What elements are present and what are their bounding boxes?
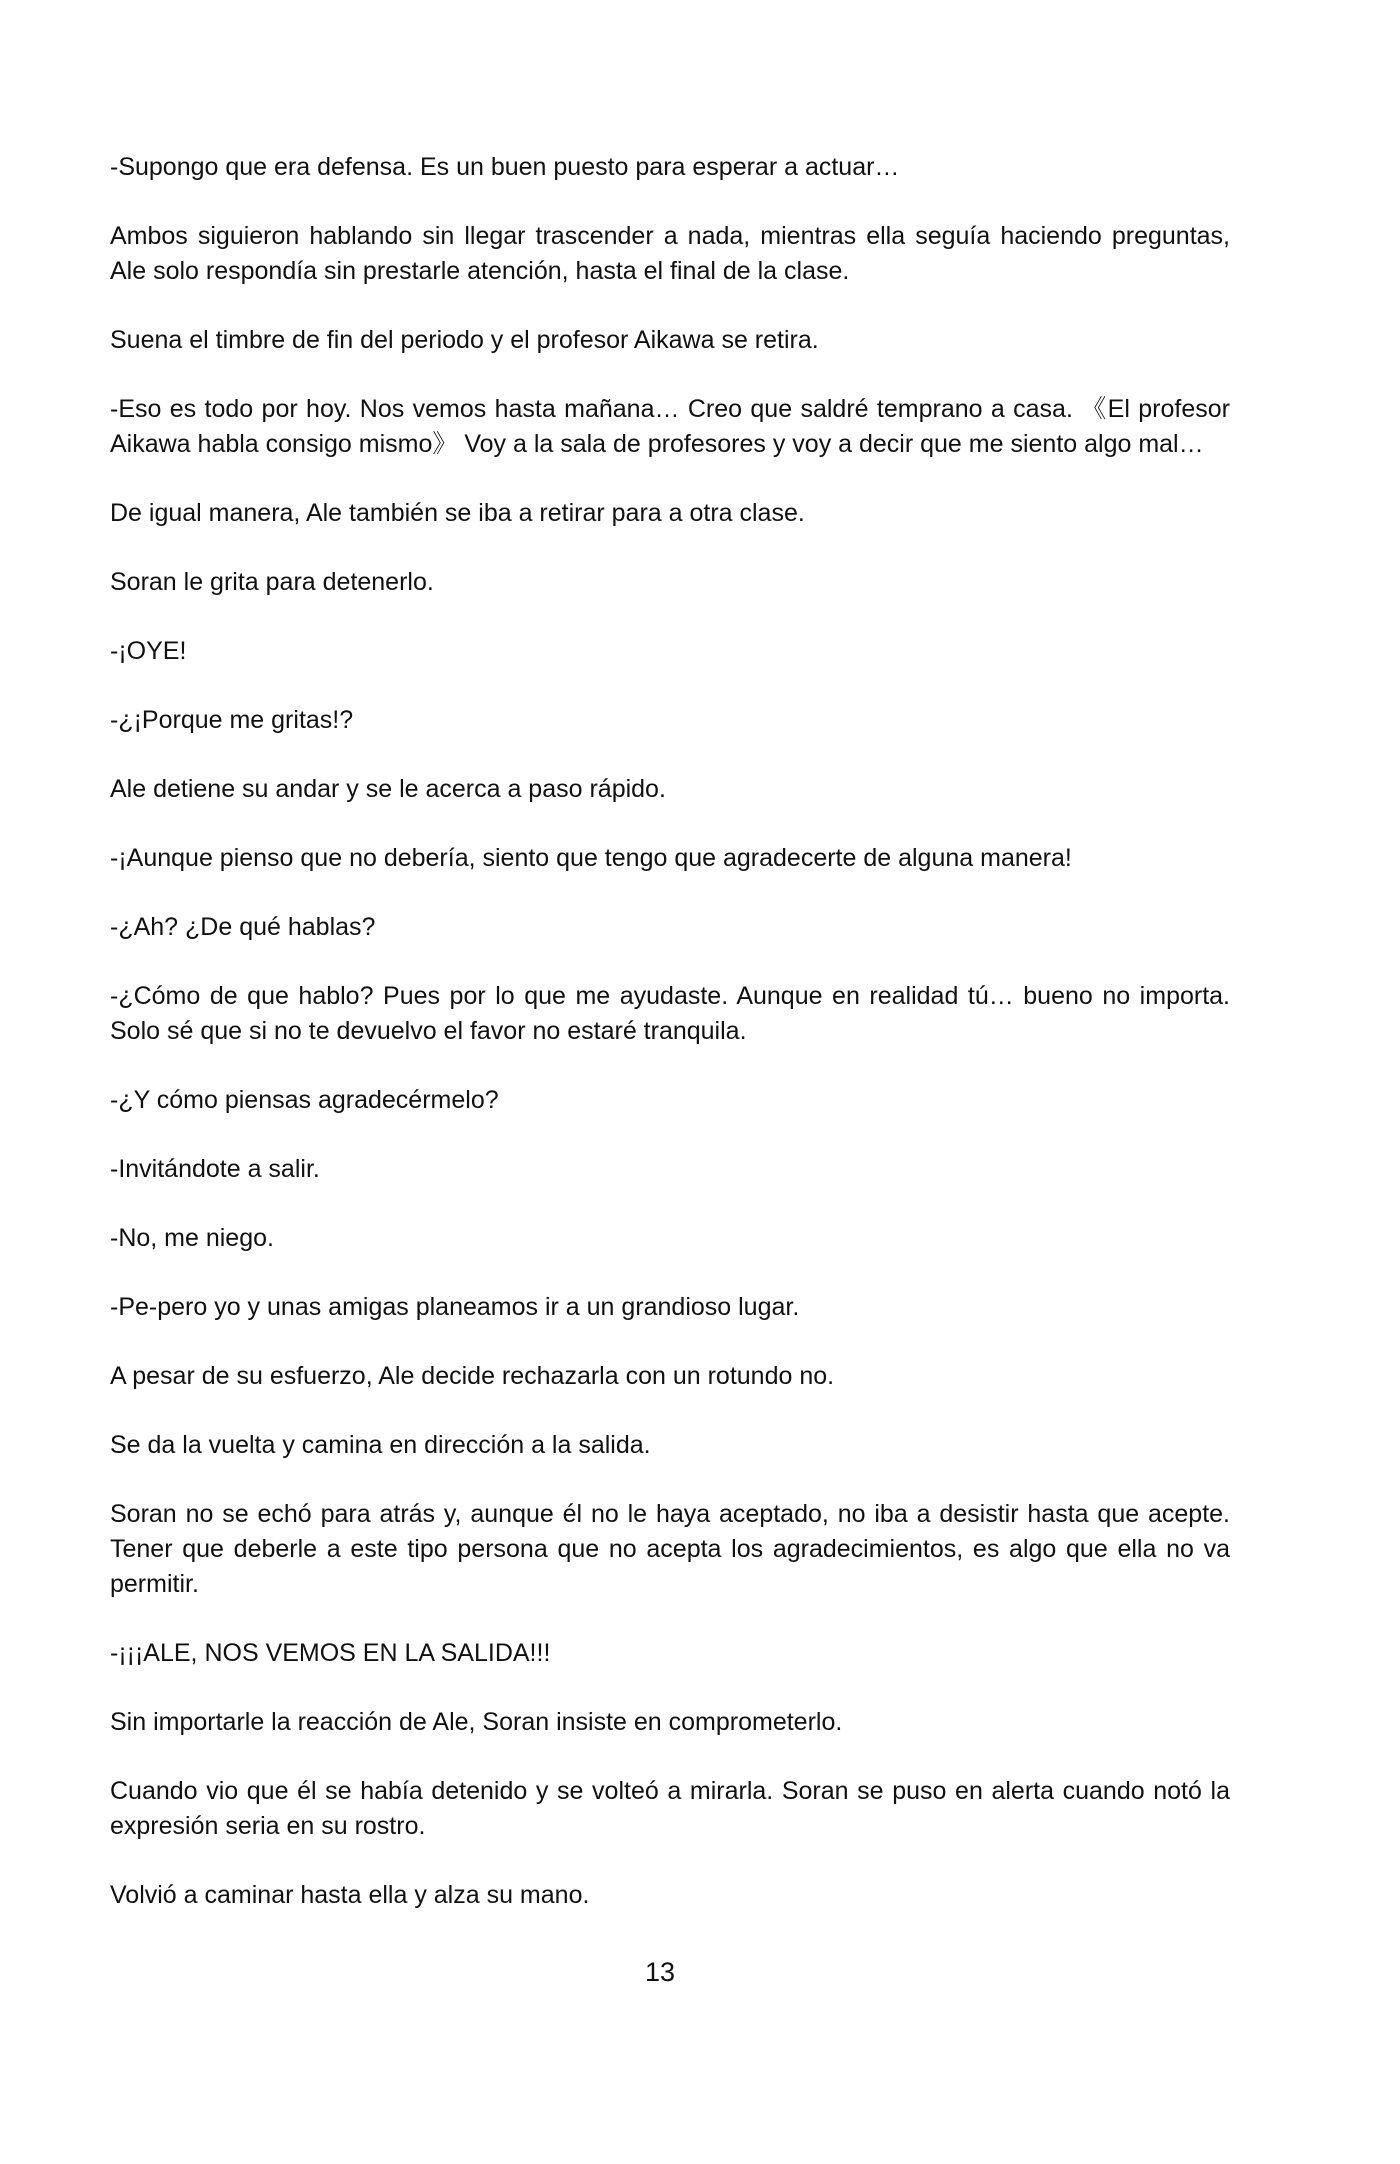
paragraph: Soran no se echó para atrás y, aunque él no le haya aceptado, no iba a desistir hasta que acepte. Tener que deberle a este tipo persona que no acepta los agradecimientos, es algo que ella no va permitir. <box>110 1500 1230 1598</box>
paragraph: Ale detiene su andar y se le acerca a paso rápido. <box>110 775 666 803</box>
paragraph: -No, me niego. <box>110 1224 274 1252</box>
paragraph: -¿Y cómo piensas agradecérmelo? <box>110 1086 499 1114</box>
paragraph: Volvió a caminar hasta ella y alza su mano. <box>110 1881 590 1909</box>
paragraph: -Pe-pero yo y unas amigas planeamos ir a un grandioso lugar. <box>110 1293 800 1321</box>
paragraph: Sin importarle la reacción de Ale, Soran insiste en comprometerlo. <box>110 1708 843 1736</box>
paragraph: -¡OYE! <box>110 637 187 665</box>
page-number: 13 <box>644 1957 676 1987</box>
paragraph: Suena el timbre de fin del periodo y el profesor Aikawa se retira. <box>110 326 819 354</box>
paragraph: De igual manera, Ale también se iba a retirar para a otra clase. <box>110 499 805 527</box>
paragraph: -¿Ah? ¿De qué hablas? <box>110 913 376 941</box>
paragraph: Cuando vio que él se había detenido y se volteó a mirarla. Soran se puso en alerta cuando notó la expresión seria en su rostro. <box>110 1777 1230 1840</box>
paragraph: -Eso es todo por hoy. Nos vemos hasta mañana… Creo que saldré temprano a casa. 《El profesor Aikawa habla consigo mismo》 Voy a la sala de profesores y voy a decir que me siento algo mal… <box>110 395 1230 458</box>
paragraph: -¿¡Porque me gritas!? <box>110 706 354 734</box>
paragraph: -¿Cómo de que hablo? Pues por lo que me ayudaste. Aunque en realidad tú… bueno no importa. Solo sé que si no te devuelvo el favor no estaré tranquila. <box>110 982 1230 1045</box>
paragraph: Soran le grita para detenerlo. <box>110 568 434 596</box>
paragraph: Ambos siguieron hablando sin llegar trascender a nada, mientras ella seguía haciendo preguntas, Ale solo respondía sin prestarle atención, hasta el final de la clase. <box>110 222 1230 285</box>
paragraph: -Invitándote a salir. <box>110 1155 320 1183</box>
paragraph: -¡Aunque pienso que no debería, siento que tengo que agradecerte de alguna manera! <box>110 844 1072 872</box>
paragraph: -Supongo que era defensa. Es un buen puesto para esperar a actuar… <box>110 153 900 181</box>
document-body <box>110 150 1230 1913</box>
paragraph: -¡¡¡ALE, NOS VEMOS EN LA SALIDA!!! <box>110 1639 551 1667</box>
paragraph: Se da la vuelta y camina en dirección a la salida. <box>110 1431 651 1459</box>
paragraph: A pesar de su esfuerzo, Ale decide rechazarla con un rotundo no. <box>110 1362 835 1390</box>
